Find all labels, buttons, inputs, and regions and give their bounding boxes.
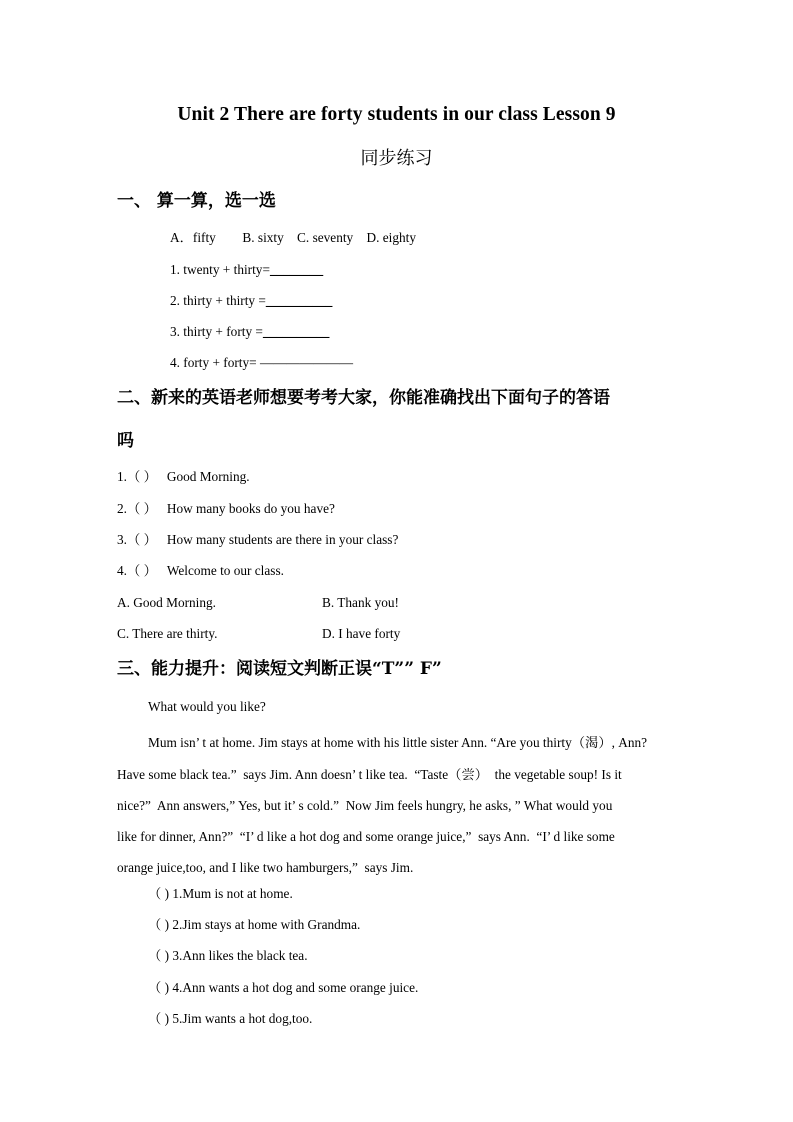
tf-statement-1[interactable]: （ ) 1.Mum is not at home. bbox=[148, 886, 293, 901]
section-2-question-1[interactable]: 1.（ ） Good Morning. bbox=[117, 469, 250, 484]
section-2-answer-c: C. There are thirty. bbox=[117, 626, 218, 641]
section-2-answer-b: B. Thank you! bbox=[322, 595, 399, 610]
passage-title: What would you like? bbox=[148, 699, 266, 714]
section-1-item-1 bbox=[170, 261, 323, 278]
passage-line-5: orange juice,too, and I like two hamburgers,” says Jim. bbox=[117, 860, 414, 875]
section-1-options: A．fifty B. sixty C. seventy D. eighty bbox=[170, 230, 416, 245]
passage-line-3: nice?” Ann answers,” Yes, but it’ s cold.” Now Jim feels hungry, he asks, ” What would you bbox=[117, 798, 613, 813]
tf-statement-3[interactable]: （ ) 3.Ann likes the black tea. bbox=[148, 948, 308, 963]
section-2-answer-d: D. I have forty bbox=[322, 626, 401, 641]
section-1-item-3-text: 3. thirty + forty = bbox=[170, 324, 263, 339]
section-1-item-1-text: 1. twenty + thirty= bbox=[170, 262, 270, 277]
section-1-item-3 bbox=[170, 323, 329, 340]
passage-line-4: like for dinner, Ann?” “I’ d like a hot dog and some orange juice,” says Ann. “I’ d like some bbox=[117, 829, 615, 844]
page-title: Unit 2 There are forty students in our class Lesson 9 bbox=[177, 104, 616, 125]
page-subtitle: 同步练习 bbox=[360, 148, 433, 169]
passage-line-2: Have some black tea.” says Jim. Ann doesn’ t like tea. “Taste（尝） the vegetable soup! Is it bbox=[117, 767, 622, 782]
section-1-heading: 一、 算一算，选一选 bbox=[117, 191, 276, 211]
section-3-heading: 三、能力提升：阅读短文判断正误“T”” F” bbox=[117, 659, 442, 679]
section-2-heading: 二、新来的英语老师想要考考大家，你能准确找出下面句子的答语 bbox=[117, 388, 610, 408]
section-2-heading-line2: 吗 bbox=[117, 431, 134, 451]
section-2-answer-a: A. Good Morning. bbox=[117, 595, 216, 610]
tf-statement-2[interactable]: （ ) 2.Jim stays at home with Grandma. bbox=[148, 917, 361, 932]
section-2-question-4[interactable]: 4.（ ） Welcome to our class. bbox=[117, 563, 284, 578]
section-1-blank-2[interactable]: __________ bbox=[265, 293, 333, 308]
section-1-item-2-text: 2. thirty + thirty = bbox=[170, 293, 266, 308]
tf-statement-5[interactable]: （ ) 5.Jim wants a hot dog,too. bbox=[148, 1011, 313, 1026]
section-2-question-3[interactable]: 3.（ ） How many students are there in your class? bbox=[117, 532, 399, 547]
section-1-item-4[interactable]: 4. forty + forty= ——————— bbox=[170, 355, 354, 370]
tf-statement-4[interactable]: （ ) 4.Ann wants a hot dog and some orange juice. bbox=[148, 980, 419, 995]
section-1-blank-1[interactable]: ________ bbox=[269, 262, 324, 277]
passage-line-1: Mum isn’ t at home. Jim stays at home with his little sister Ann. “Are you thirty（渴）, Ann? bbox=[148, 735, 648, 750]
section-2-question-2[interactable]: 2.（ ） How many books do you have? bbox=[117, 501, 335, 516]
section-1-item-2 bbox=[170, 292, 332, 309]
section-1-blank-3[interactable]: __________ bbox=[262, 324, 330, 339]
